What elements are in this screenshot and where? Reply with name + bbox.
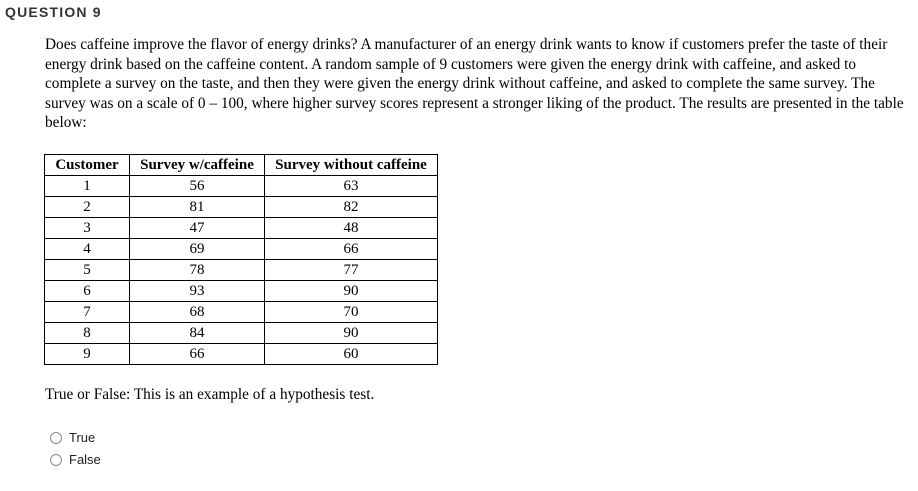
- cell-with-caffeine: 68: [130, 302, 265, 323]
- cell-customer: 6: [45, 281, 130, 302]
- cell-with-caffeine: 78: [130, 260, 265, 281]
- table-row: [45, 344, 438, 365]
- table-header-row: [45, 155, 438, 176]
- question-prompt: Does caffeine improve the flavor of energy drinks? A manufacturer of an energy drink wants to know if customers prefer the taste of their energy drink based on the caffeine content. A random sample of 9 customers were given the energy drink with caffeine, and asked to complete a survey on the taste, and then they were given the energy drink without caffeine, and asked to complete the same survey. The survey was on a scale of 0 – 100, where higher survey scores represent a stronger liking of the product. The results are presented in the table below:: [45, 36, 904, 132]
- cell-with-caffeine: 84: [130, 323, 265, 344]
- option-true[interactable]: [50, 430, 95, 445]
- table-row: [45, 239, 438, 260]
- cell-customer: 4: [45, 239, 130, 260]
- cell-customer: 9: [45, 344, 130, 365]
- cell-without-caffeine: 70: [265, 302, 438, 323]
- cell-without-caffeine: 77: [265, 260, 438, 281]
- cell-without-caffeine: 82: [265, 197, 438, 218]
- table-row: [45, 218, 438, 239]
- radio-button-false[interactable]: [50, 454, 62, 466]
- table-row: [45, 197, 438, 218]
- cell-without-caffeine: 90: [265, 323, 438, 344]
- table-row: [45, 323, 438, 344]
- cell-with-caffeine: 93: [130, 281, 265, 302]
- cell-without-caffeine: 66: [265, 239, 438, 260]
- option-false-label[interactable]: False: [69, 452, 101, 467]
- cell-customer: 3: [45, 218, 130, 239]
- table-row: [45, 281, 438, 302]
- radio-button-true[interactable]: [50, 432, 62, 444]
- column-header-with-caffeine: Survey w/caffeine: [130, 155, 265, 176]
- true-false-question: True or False: This is an example of a hypothesis test.: [45, 386, 375, 403]
- column-header-without-caffeine: Survey without caffeine: [265, 155, 438, 176]
- cell-without-caffeine: 48: [265, 218, 438, 239]
- table-row: [45, 260, 438, 281]
- question-header: QUESTION 9: [5, 4, 102, 20]
- cell-customer: 7: [45, 302, 130, 323]
- column-header-customer: Customer: [45, 155, 130, 176]
- survey-table: [44, 154, 438, 365]
- option-true-label[interactable]: True: [69, 430, 96, 445]
- cell-with-caffeine: 69: [130, 239, 265, 260]
- cell-customer: 5: [45, 260, 130, 281]
- table-row: [45, 302, 438, 323]
- cell-with-caffeine: 66: [130, 344, 265, 365]
- cell-without-caffeine: 90: [265, 281, 438, 302]
- cell-without-caffeine: 63: [265, 176, 438, 197]
- cell-with-caffeine: 56: [130, 176, 265, 197]
- cell-customer: 8: [45, 323, 130, 344]
- option-false[interactable]: [50, 452, 101, 467]
- cell-customer: 2: [45, 197, 130, 218]
- table-row: [45, 176, 438, 197]
- cell-customer: 1: [45, 176, 130, 197]
- cell-without-caffeine: 60: [265, 344, 438, 365]
- cell-with-caffeine: 81: [130, 197, 265, 218]
- cell-with-caffeine: 47: [130, 218, 265, 239]
